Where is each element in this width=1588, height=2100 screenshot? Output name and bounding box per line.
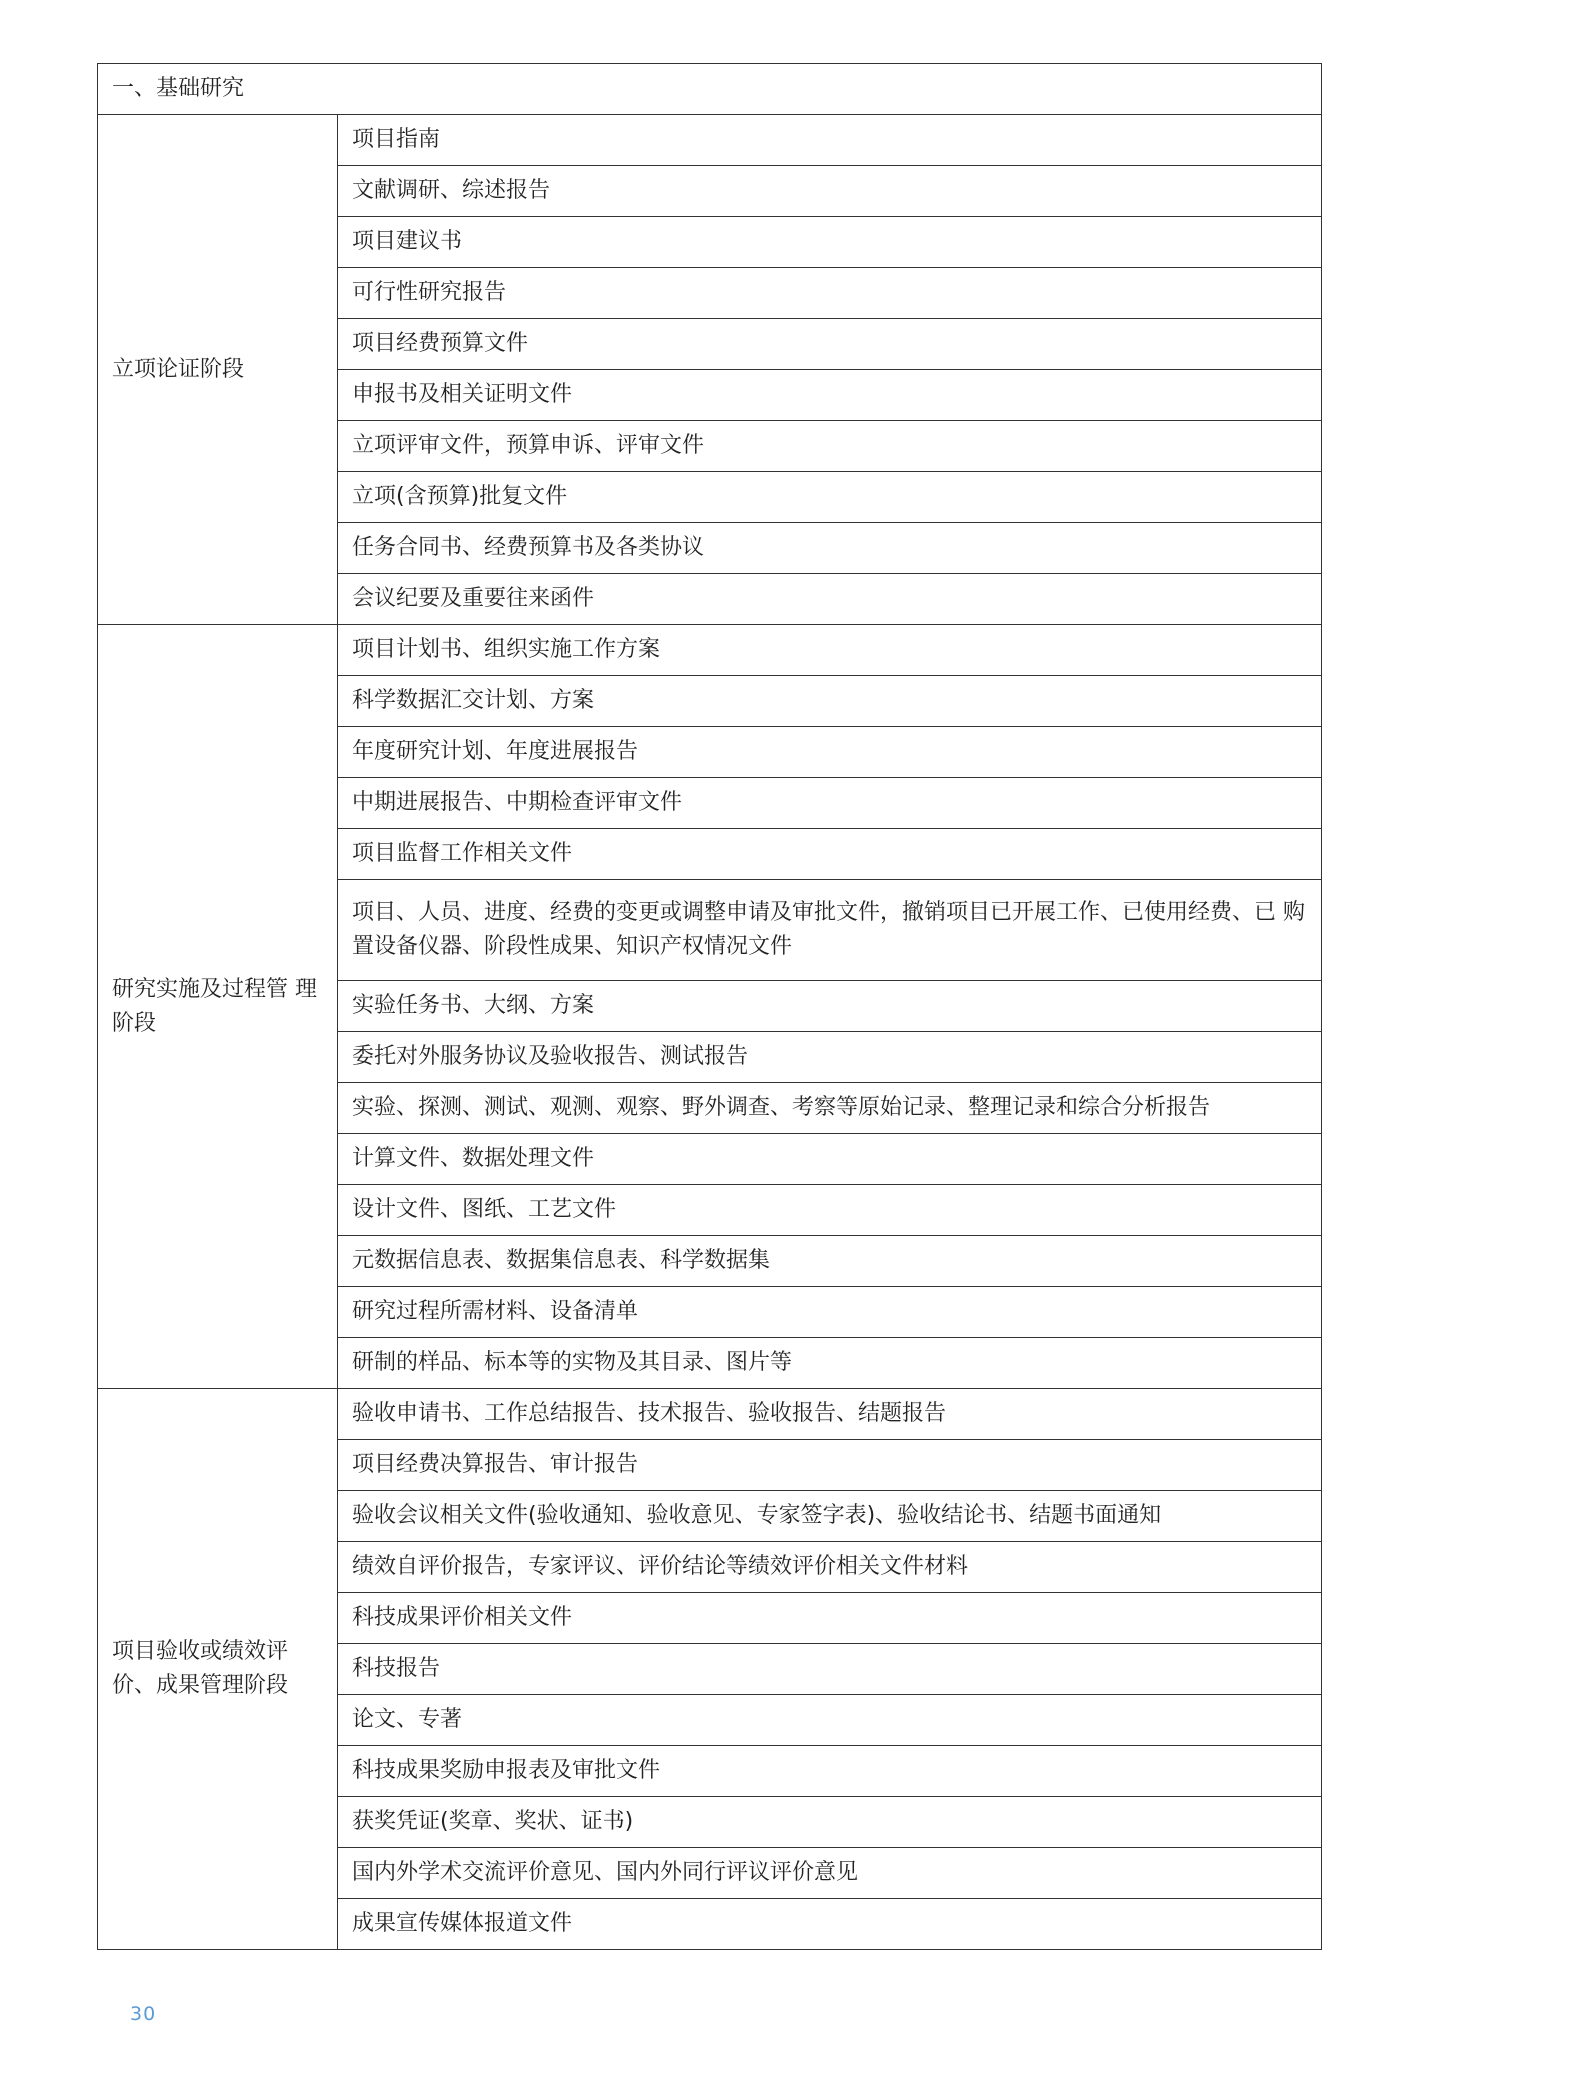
document-item: 实验、探测、测试、观测、观察、野外调查、考察等原始记录、整理记录和综合分析报告 <box>338 1083 1322 1134</box>
document-item: 国内外学术交流评价意见、国内外同行评议评价意见 <box>338 1848 1322 1899</box>
document-item: 项目建议书 <box>338 217 1322 268</box>
document-item: 绩效自评价报告，专家评议、评价结论等绩效评价相关文件材料 <box>338 1542 1322 1593</box>
document-item: 会议纪要及重要往来函件 <box>338 574 1322 625</box>
document-item: 论文、专著 <box>338 1695 1322 1746</box>
document-item: 项目经费决算报告、审计报告 <box>338 1440 1322 1491</box>
document-item: 科学数据汇交计划、方案 <box>338 676 1322 727</box>
document-item: 委托对外服务协议及验收报告、测试报告 <box>338 1032 1322 1083</box>
document-page <box>97 63 1321 1950</box>
section-title: 一、基础研究 <box>98 64 1322 115</box>
document-item: 获奖凭证(奖章、奖状、证书) <box>338 1797 1322 1848</box>
table-row <box>98 625 1322 676</box>
document-item: 中期进展报告、中期检查评审文件 <box>338 778 1322 829</box>
table-row <box>98 115 1322 166</box>
document-item: 设计文件、图纸、工艺文件 <box>338 1185 1322 1236</box>
document-item: 验收申请书、工作总结报告、技术报告、验收报告、结题报告 <box>338 1389 1322 1440</box>
document-item: 科技报告 <box>338 1644 1322 1695</box>
document-item: 文献调研、综述报告 <box>338 166 1322 217</box>
document-item: 研究过程所需材料、设备清单 <box>338 1287 1322 1338</box>
document-item: 年度研究计划、年度进展报告 <box>338 727 1322 778</box>
document-item: 项目计划书、组织实施工作方案 <box>338 625 1322 676</box>
document-item: 项目监督工作相关文件 <box>338 829 1322 880</box>
document-item: 科技成果奖励申报表及审批文件 <box>338 1746 1322 1797</box>
document-item: 研制的样品、标本等的实物及其目录、图片等 <box>338 1338 1322 1389</box>
archive-table <box>97 63 1322 1950</box>
document-item: 立项(含预算)批复文件 <box>338 472 1322 523</box>
document-item: 实验任务书、大纲、方案 <box>338 981 1322 1032</box>
document-item: 元数据信息表、数据集信息表、科学数据集 <box>338 1236 1322 1287</box>
document-item: 科技成果评价相关文件 <box>338 1593 1322 1644</box>
phase-acceptance-label: 项目验收或绩效评 价、成果管理阶段 <box>98 1389 338 1950</box>
page-number: 30 <box>130 2003 157 2025</box>
document-item: 项目指南 <box>338 115 1322 166</box>
document-item: 立项评审文件，预算申诉、评审文件 <box>338 421 1322 472</box>
phase-implementation-label: 研究实施及过程管 理阶段 <box>98 625 338 1389</box>
document-item: 成果宣传媒体报道文件 <box>338 1899 1322 1950</box>
document-item: 计算文件、数据处理文件 <box>338 1134 1322 1185</box>
phase-initiation-label: 立项论证阶段 <box>98 115 338 625</box>
section-header-row <box>98 64 1322 115</box>
document-item: 任务合同书、经费预算书及各类协议 <box>338 523 1322 574</box>
document-item: 项目经费预算文件 <box>338 319 1322 370</box>
document-item: 项目、人员、进度、经费的变更或调整申请及审批文件，撤销项目已开展工作、已使用经费、已 购置设备仪器、阶段性成果、知识产权情况文件 <box>338 880 1322 981</box>
document-item: 可行性研究报告 <box>338 268 1322 319</box>
table-row <box>98 1389 1322 1440</box>
document-item: 申报书及相关证明文件 <box>338 370 1322 421</box>
document-item: 验收会议相关文件(验收通知、验收意见、专家签字表)、验收结论书、结题书面通知 <box>338 1491 1322 1542</box>
